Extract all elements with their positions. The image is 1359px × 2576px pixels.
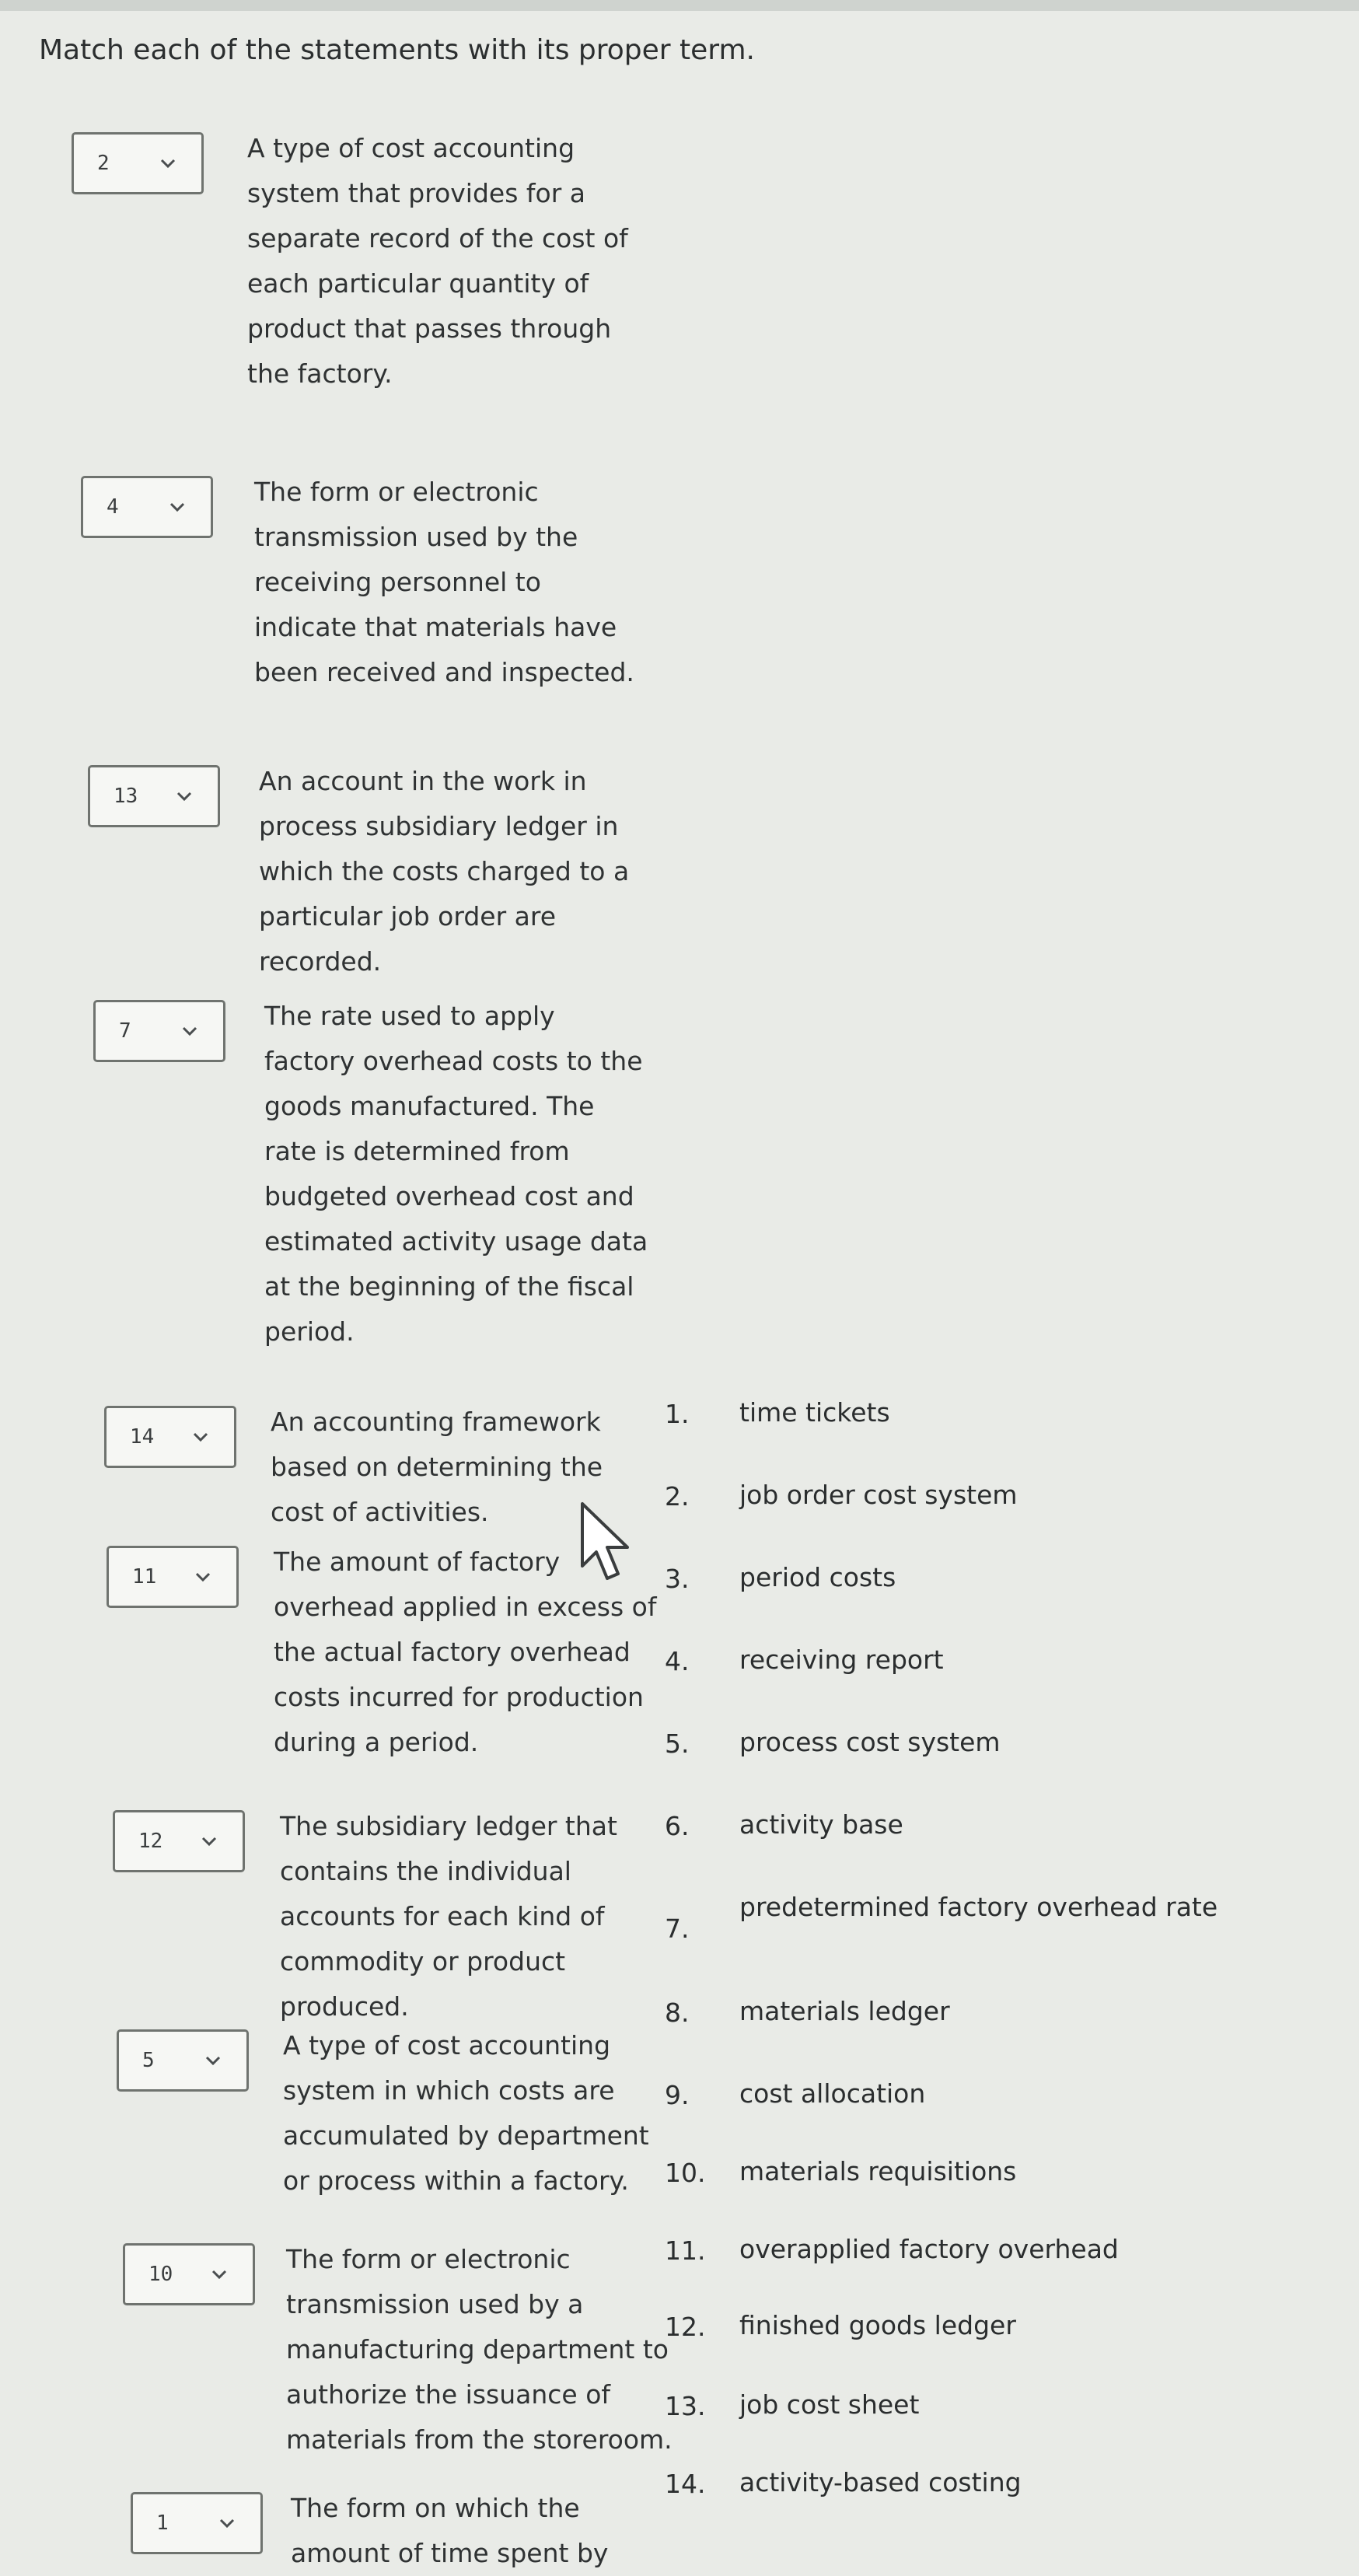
term-number: 12.: [665, 2312, 706, 2342]
statement-text: The subsidiary ledger that contains the individual accounts for each kind of commodity or product produced.: [280, 1811, 617, 2022]
statement-text: The amount of factory overhead applied in excess of the actual factory overhead costs incurred for production during a period.: [274, 1547, 657, 1757]
chevron-down-icon: [159, 157, 176, 170]
term-text: finished goods ledger: [739, 2310, 1016, 2340]
chevron-down-icon: [194, 1571, 211, 1583]
term-number: 14.: [665, 2469, 706, 2499]
chevron-down-icon: [204, 2054, 222, 2067]
statement-text: An accounting framework based on determining the cost of activities.: [271, 1407, 603, 1527]
term-item: [665, 1557, 1333, 1603]
chevron-down-icon: [169, 501, 186, 513]
instruction-text: Match each of the statements with its proper term.: [39, 34, 755, 66]
dropdown-selected-value: 7: [119, 1019, 131, 1043]
statement-text: The form on which the amount of time spent by: [291, 2493, 609, 2568]
mouse-pointer-icon: [579, 1501, 638, 1586]
term-text: materials ledger: [739, 1996, 950, 2026]
chevron-down-icon: [211, 2268, 228, 2281]
term-number: 2.: [665, 1481, 690, 1512]
term-item: [665, 2384, 1333, 2431]
statement-text: An account in the work in process subsidiary ledger in which the costs charged to a particular job order are recorded.: [259, 766, 630, 977]
term-text: receiving report: [739, 1645, 944, 1675]
answer-dropdown[interactable]: [93, 1000, 225, 1062]
answer-dropdown[interactable]: [107, 1546, 239, 1608]
term-item: [665, 2228, 1333, 2275]
dropdown-selected-value: 1: [156, 2511, 169, 2535]
term-number: 3.: [665, 1564, 690, 1594]
term-text: process cost system: [739, 1727, 1001, 1757]
statement-text: The form or electronic transmission used by the receiving personnel to indicate that materials have been received and inspected.: [254, 477, 634, 687]
top-header-strip: [0, 0, 1359, 11]
statement-text: The rate used to apply factory overhead costs to the goods manufactured. The rate is determined from budgeted overhead cost and estimated activity usage data at the beginning of the fiscal period.: [264, 1001, 648, 1347]
term-item: [665, 1804, 1333, 1851]
dropdown-selected-value: 13: [114, 785, 138, 808]
term-text: materials requisitions: [739, 2156, 1017, 2186]
answer-dropdown[interactable]: [123, 2243, 255, 2305]
term-text: cost allocation: [739, 2078, 926, 2109]
dropdown-selected-value: 11: [132, 1565, 157, 1589]
answer-dropdown[interactable]: [104, 1406, 236, 1468]
term-item: [665, 2305, 1333, 2351]
term-item: [665, 1392, 1333, 1438]
term-number: 8.: [665, 1998, 690, 2028]
dropdown-selected-value: 5: [142, 2049, 155, 2072]
term-number: 11.: [665, 2235, 706, 2266]
term-number: 7.: [665, 1914, 690, 1944]
statement-text: A type of cost accounting system in which costs are accumulated by department or process within a factory.: [283, 2030, 649, 2196]
term-item: [665, 2462, 1333, 2508]
answer-dropdown[interactable]: [81, 476, 213, 538]
term-text: activity-based costing: [739, 2467, 1022, 2497]
answer-dropdown[interactable]: [88, 765, 220, 827]
term-text: time tickets: [739, 1397, 890, 1428]
answer-dropdown[interactable]: [117, 2029, 249, 2092]
term-text: predetermined factory overhead rate: [739, 1892, 1218, 1922]
chevron-down-icon: [176, 790, 193, 802]
term-number: 6.: [665, 1811, 690, 1841]
term-number: 10.: [665, 2158, 706, 2188]
chevron-down-icon: [201, 1835, 218, 1847]
term-item: [665, 1474, 1333, 1521]
dropdown-selected-value: 12: [138, 1830, 163, 1853]
term-number: 1.: [665, 1399, 690, 1429]
term-item: [665, 2151, 1333, 2197]
term-item: [665, 1886, 1333, 1973]
dropdown-selected-value: 14: [130, 1425, 155, 1449]
term-item: [665, 2073, 1333, 2120]
term-text: overapplied factory overhead: [739, 2234, 1119, 2264]
dropdown-selected-value: 2: [97, 152, 110, 175]
answer-dropdown[interactable]: [72, 132, 204, 194]
term-item: [665, 1991, 1333, 2037]
chevron-down-icon: [192, 1431, 209, 1443]
term-number: 4.: [665, 1646, 690, 1676]
statement-text: A type of cost accounting system that provides for a separate record of the cost of each particular quantity of product that passes through the factory.: [247, 133, 628, 389]
dropdown-selected-value: 4: [107, 495, 119, 519]
dropdown-selected-value: 10: [148, 2263, 173, 2286]
chevron-down-icon: [218, 2517, 236, 2529]
term-item: [665, 1639, 1333, 1686]
term-text: job cost sheet: [739, 2389, 920, 2420]
term-number: 9.: [665, 2080, 690, 2110]
term-number: 13.: [665, 2391, 706, 2421]
term-text: job order cost system: [739, 1480, 1018, 1510]
statement-text: The form or electronic transmission used by a manufacturing department to authorize the issuance of materials from the storeroom.: [286, 2244, 673, 2455]
chevron-down-icon: [181, 1025, 198, 1037]
answer-dropdown[interactable]: [131, 2492, 263, 2554]
term-item: [665, 1721, 1333, 1768]
answer-dropdown[interactable]: [113, 1810, 245, 1872]
term-text: activity base: [739, 1809, 903, 1840]
term-text: period costs: [739, 1562, 896, 1592]
term-number: 5.: [665, 1728, 690, 1759]
